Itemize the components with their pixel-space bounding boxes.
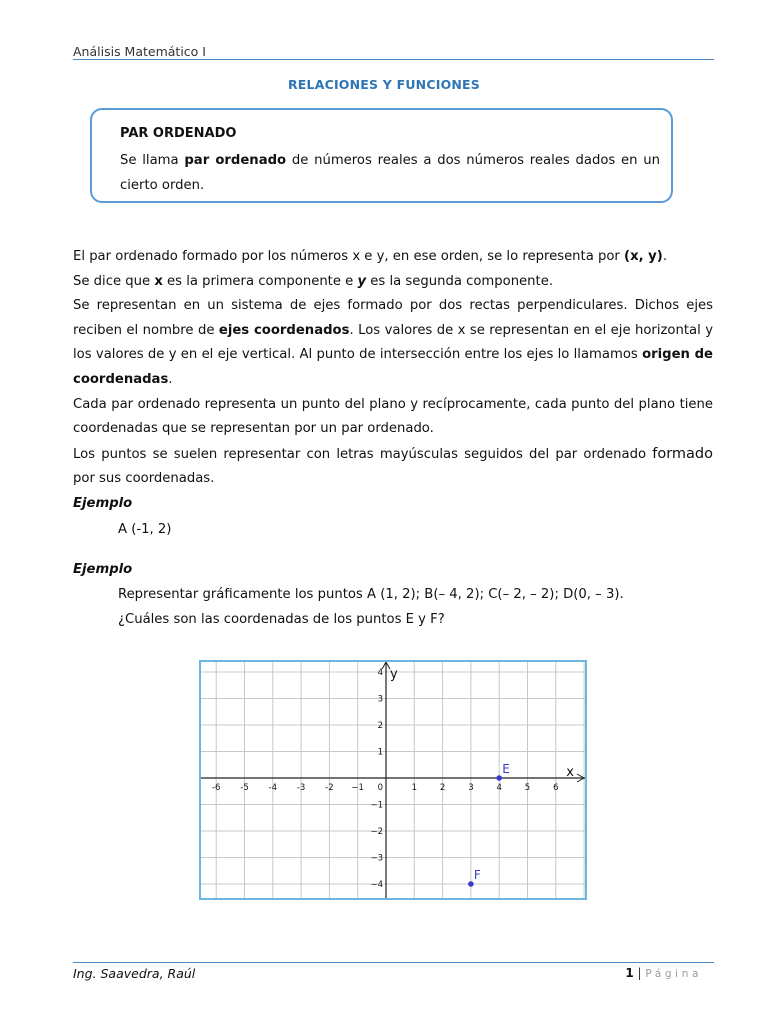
x-tick-label: -6: [211, 783, 221, 793]
example-1-label: Ejemplo: [73, 496, 133, 511]
footer-author: Ing. Saavedra, Raúl: [73, 966, 196, 981]
header-course: Análisis Matemático I: [73, 44, 206, 59]
y-tick-label: 2: [377, 721, 383, 731]
coordinate-chart: [199, 660, 587, 900]
definition-text: Se llama par ordenado de números reales a dos números reales dados en un cierto orden.: [120, 153, 661, 193]
x-axis-label: x: [566, 765, 574, 780]
example-2-line-2: ¿Cuáles son las coordenadas de los puntos E y F?: [118, 612, 445, 627]
body-text: [73, 245, 713, 492]
paragraph-2: Se dice que x es la primera componente e y es la segunda componente.: [73, 273, 554, 289]
definition-box: [90, 108, 673, 203]
point-label-e: E: [502, 762, 510, 776]
x-tick-label: 4: [496, 783, 502, 793]
y-axis-label: y: [390, 667, 398, 682]
y-tick-label: −3: [370, 853, 383, 864]
definition-term: par ordenado: [184, 153, 287, 168]
y-tick-label: 1: [377, 747, 383, 758]
x-tick-label: -5: [240, 783, 249, 793]
y-tick-label: 4: [377, 668, 383, 678]
example-2-line-1: Representar gráficamente los puntos A (1, 2); B(– 4, 2); C(– 2, – 2); D(0, – 3).: [118, 587, 624, 602]
x-tick-label: 3: [468, 783, 474, 793]
x-tick-label: −1: [351, 783, 364, 793]
x-tick-label: -2: [325, 783, 334, 793]
footer-rule: [73, 962, 714, 963]
coordinate-plane-svg: [199, 660, 587, 900]
page-number: 1: [625, 966, 634, 980]
point-f: [468, 881, 474, 887]
paragraph-4: Cada par ordenado representa un punto del plano y recíprocamente, cada punto del plano tiene coordenadas que se representan por un par ordenado.: [73, 396, 713, 437]
example-2-label: Ejemplo: [73, 562, 133, 577]
x-tick-label: -4: [268, 783, 278, 793]
x-tick-label: -3: [296, 783, 306, 793]
x-tick-label: 1: [411, 783, 418, 793]
x-tick-label: 2: [439, 783, 446, 793]
header-rule: [73, 59, 714, 60]
x-tick-label: 5: [524, 783, 531, 793]
page-word: Página: [645, 968, 702, 980]
page-title: RELACIONES Y FUNCIONES: [287, 77, 481, 92]
y-tick-label: −2: [370, 827, 383, 837]
definition-heading: PAR ORDENADO: [120, 126, 237, 141]
point-label-f: F: [473, 868, 481, 882]
y-tick-label: −1: [370, 800, 383, 811]
paragraph-1: El par ordenado formado por los números x e y, en ese orden, se lo representa por (x, y).: [73, 249, 668, 264]
paragraph-5: Los puntos se suelen representar con letras mayúsculas seguidos del par ordenado formado por sus coordenadas.: [73, 445, 713, 487]
x-tick-label: 6: [553, 783, 559, 793]
x-tick-label: 0: [377, 783, 383, 793]
footer-page: 1 | Página: [625, 966, 702, 980]
point-e: [496, 775, 502, 781]
paragraph-3: Se representan en un sistema de ejes formado por dos rectas perpendiculares. Dichos ejes reciben el nombre de ejes coordenados. Los valores de x se representan en el eje horizontal y los valores de y en el eje vertical. Al punto de intersección entre los ejes lo llamamos origen de coordenadas.: [73, 298, 714, 387]
y-tick-label: 3: [377, 694, 383, 705]
chart-frame: [200, 661, 586, 899]
y-tick-label: −4: [370, 880, 383, 890]
example-1-point: A (-1, 2): [118, 522, 172, 537]
